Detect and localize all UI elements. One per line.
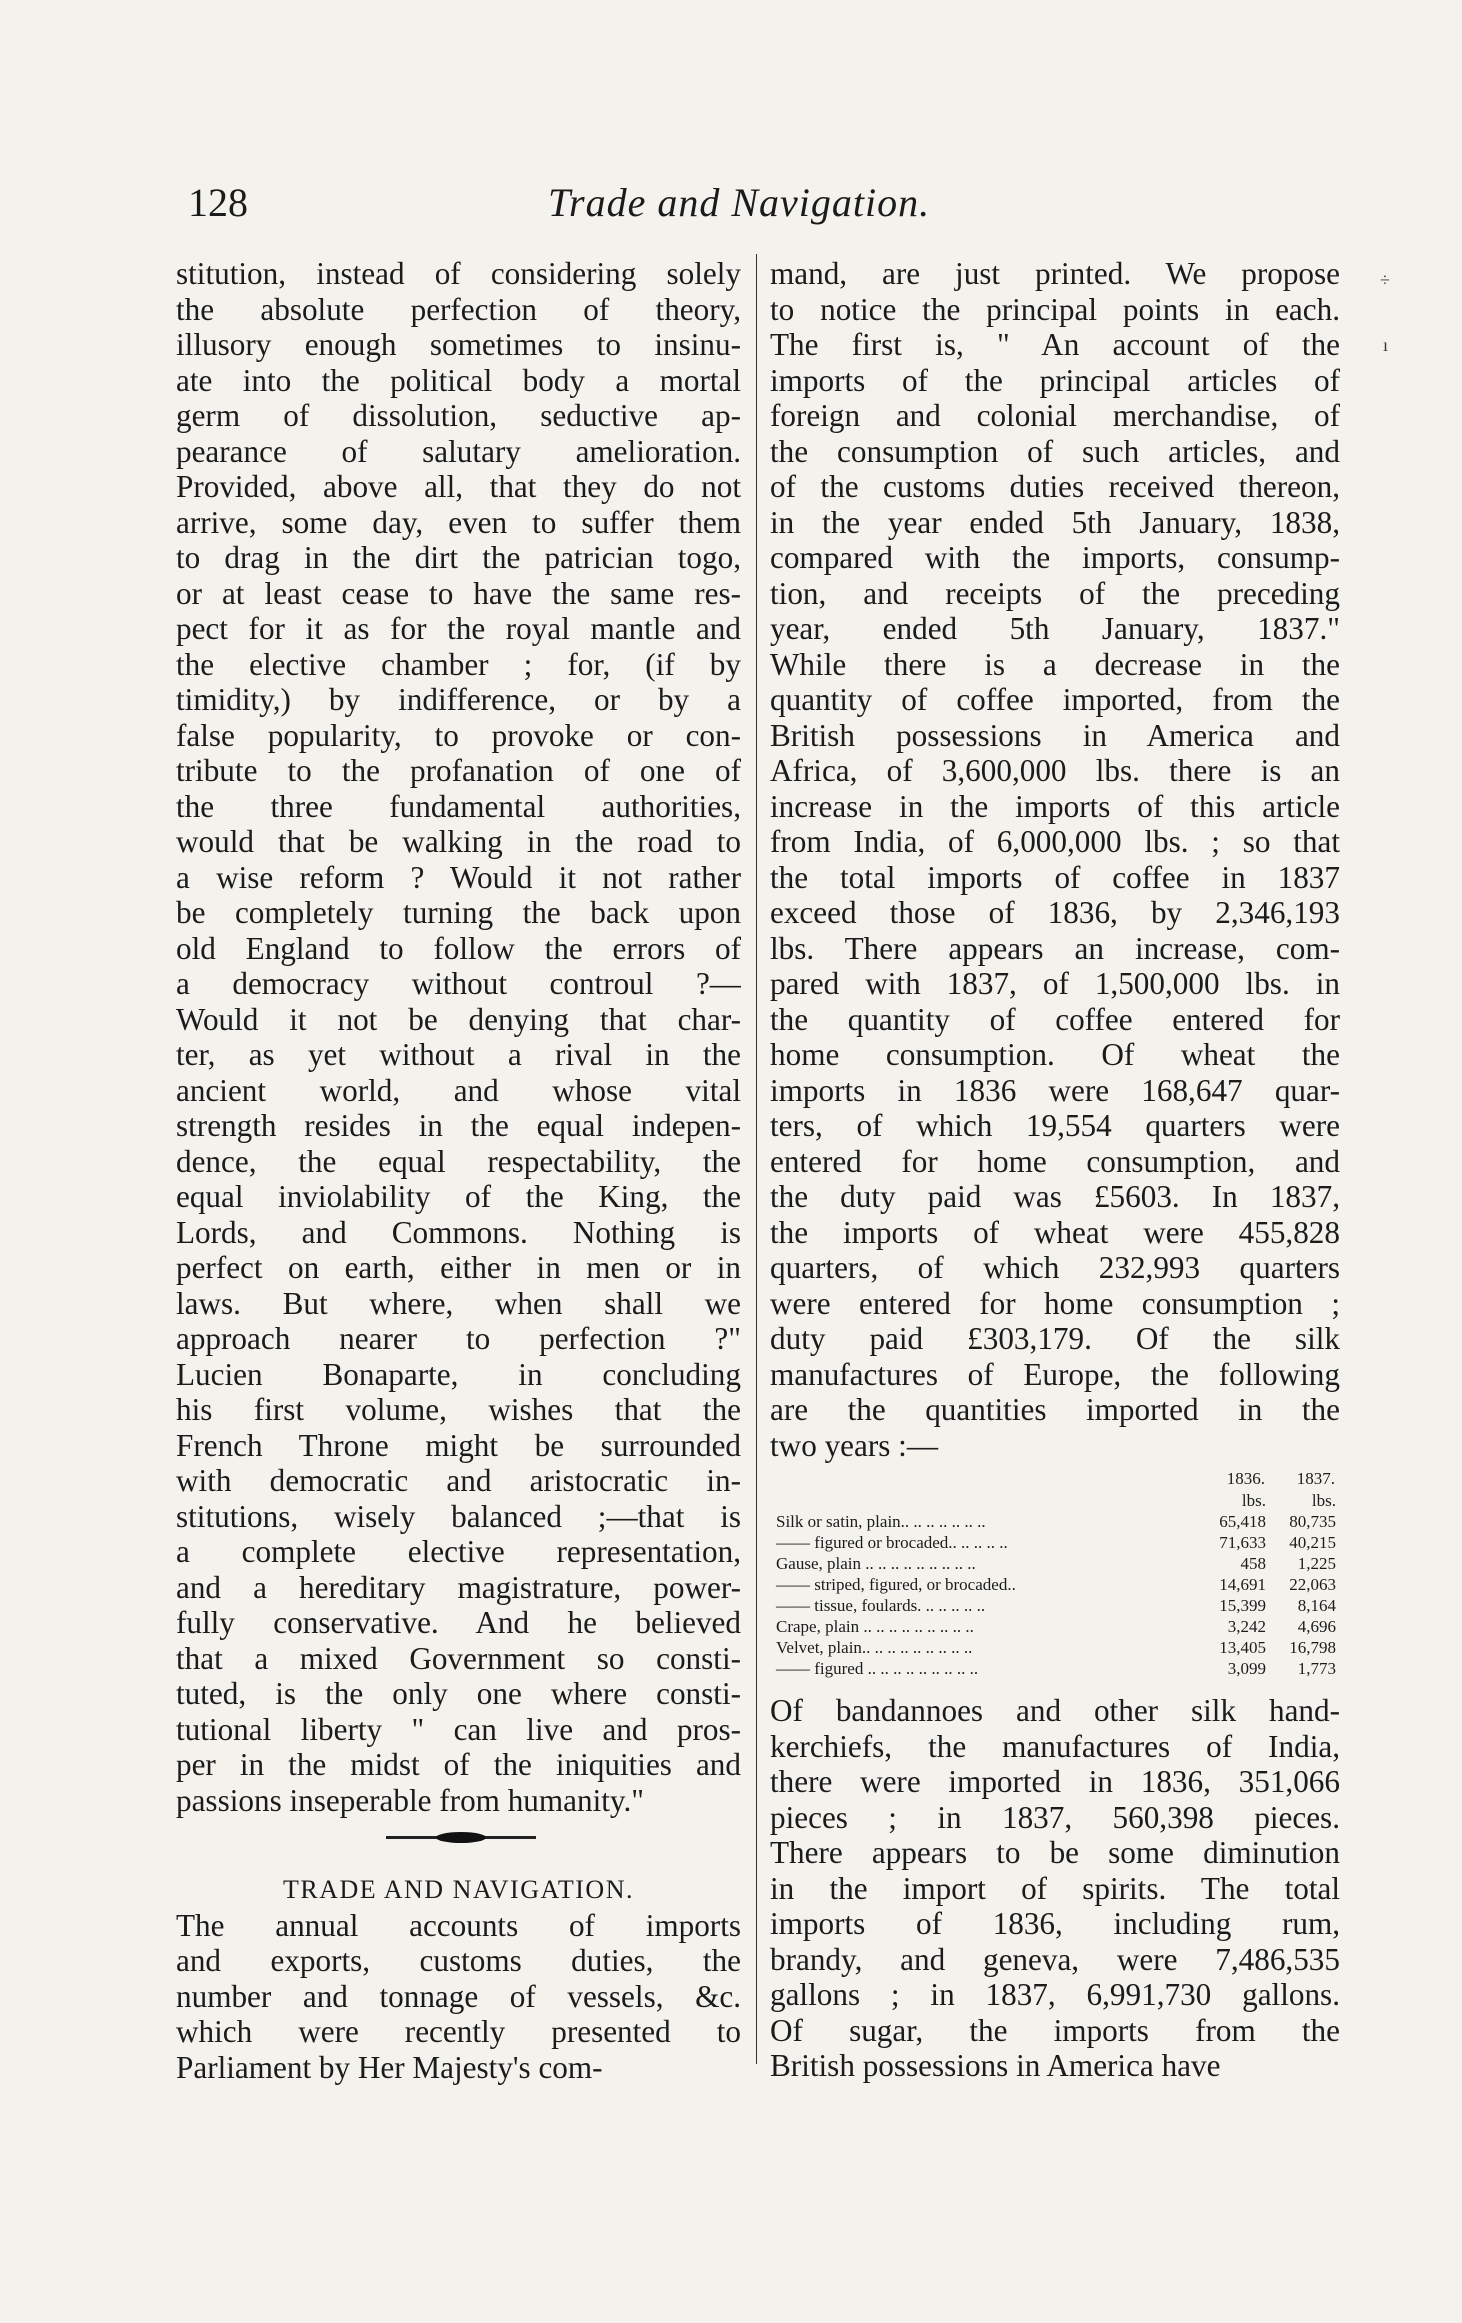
text-line: British possessions in America have	[770, 2048, 1221, 2083]
text-line: perfect on earth, either in men or in	[176, 1250, 741, 1285]
text-line: kerchiefs, the manufactures of India,	[770, 1728, 1340, 1764]
table-row	[776, 1616, 1336, 1637]
text-line: tuted, is the only one where consti-	[176, 1676, 741, 1711]
table-cell-1837: 16,798	[1289, 1638, 1336, 1657]
text-line: his first volume, wishes that the	[176, 1392, 741, 1427]
table-cell-1837: 8,164	[1297, 1596, 1336, 1615]
running-title: Trade and Navigation.	[548, 180, 931, 225]
section-ornament	[176, 1818, 741, 1862]
text-line: to drag in the dirt the patrician togo,	[176, 540, 741, 575]
text-line: The annual accounts of imports	[176, 1907, 741, 1943]
margin-mark: ÷	[1380, 270, 1390, 290]
text-line: Lucien Bonaparte, in concluding	[176, 1356, 741, 1392]
silk-table-body	[776, 1511, 1336, 1679]
left-column	[176, 256, 741, 2085]
text-line: gallons ; in 1837, 6,991,730 gallons.	[770, 1977, 1340, 2012]
text-line: French Throne might be surrounded	[176, 1427, 741, 1463]
text-line: Of sugar, the imports from the	[770, 2012, 1340, 2048]
left-text-block	[176, 256, 741, 1818]
table-units-row	[776, 1490, 1336, 1511]
text-line: exceed those of 1836, by 2,346,193	[770, 895, 1340, 930]
table-unit-1837: lbs.	[1311, 1491, 1336, 1510]
table-cell-1837: 1,773	[1297, 1659, 1336, 1678]
table-cell-1836: 3,099	[1227, 1659, 1266, 1678]
table-cell-1836: 3,242	[1227, 1617, 1266, 1636]
text-line: lbs. There appears an increase, com-	[770, 930, 1340, 966]
text-line: from India, of 6,000,000 lbs. ; so that	[770, 824, 1340, 859]
text-line: Provided, above all, that they do not	[176, 469, 741, 504]
text-line: Of bandannoes and other silk hand-	[770, 1693, 1340, 1728]
text-line: false popularity, to provoke or con-	[176, 717, 741, 753]
text-line: imports in 1836 were 168,647 quar-	[770, 1072, 1340, 1108]
text-line: Lords, and Commons. Nothing is	[176, 1214, 741, 1250]
text-line: quantity of coffee imported, from the	[770, 682, 1340, 717]
text-line: the elective chamber ; for, (if by	[176, 646, 741, 682]
text-line: and a hereditary magistrature, power-	[176, 1569, 741, 1605]
text-line: a democracy without controul ?—	[176, 966, 741, 1001]
table-cell-1837: 80,735	[1289, 1512, 1336, 1531]
table-row	[776, 1658, 1336, 1679]
text-line: passions inseperable from humanity."	[176, 1782, 645, 1818]
right-text-block	[770, 256, 1340, 1463]
text-line: number and tonnage of vessels, &c.	[176, 1978, 741, 2014]
text-line: While there is a decrease in the	[770, 646, 1340, 682]
table-cell-article: Velvet, plain.. .. .. .. .. .. .. .. ..	[776, 1638, 973, 1657]
table-cell-1836: 458	[1240, 1554, 1266, 1573]
table-cell-article: Gause, plain .. .. .. .. .. .. .. .. ..	[776, 1554, 976, 1573]
page-number: 128	[188, 180, 248, 225]
table-cell-1836: 14,691	[1219, 1575, 1266, 1594]
text-line: dence, the equal respectability, the	[176, 1143, 741, 1179]
text-line: pearance of salutary amelioration.	[176, 433, 741, 469]
text-line: stitution, instead of considering solely	[176, 256, 741, 291]
text-line: year, ended 5th January, 1837."	[770, 611, 1340, 646]
text-line: home consumption. Of wheat the	[770, 1037, 1340, 1072]
table-cell-1836: 65,418	[1219, 1512, 1266, 1531]
table-cell-1836: 71,633	[1219, 1533, 1266, 1552]
text-line: timidity,) by indifference, or by a	[176, 682, 741, 717]
text-line: with democratic and aristocratic in-	[176, 1463, 741, 1498]
text-line: that a mixed Government so consti-	[176, 1640, 741, 1676]
text-line: illusory enough sometimes to insinu-	[176, 327, 741, 362]
margin-mark: ı	[1383, 335, 1389, 355]
text-line: ters, of which 19,554 quarters were	[770, 1108, 1340, 1143]
table-cell-article: Crape, plain .. .. .. .. .. .. .. .. ..	[776, 1617, 974, 1636]
table-cell-1836: 15,399	[1219, 1596, 1266, 1615]
text-line: compared with the imports, consump-	[770, 540, 1340, 575]
text-line: the imports of wheat were 455,828	[770, 1214, 1340, 1250]
text-line: increase in the imports of this article	[770, 788, 1340, 824]
text-line: duty paid £303,179. Of the silk	[770, 1321, 1340, 1356]
text-line: the duty paid was £5603. In 1837,	[770, 1179, 1340, 1214]
text-line: tion, and receipts of the preceding	[770, 575, 1340, 611]
text-line: there were imported in 1836, 351,066	[770, 1764, 1340, 1799]
table-cell-1837: 1,225	[1297, 1554, 1336, 1573]
text-line: the quantity of coffee entered for	[770, 1001, 1340, 1037]
column-divider	[756, 254, 757, 2064]
table-row	[776, 1595, 1336, 1616]
text-line: the three fundamental authorities,	[176, 788, 741, 824]
text-line: imports of the principal articles of	[770, 362, 1340, 398]
table-row	[776, 1574, 1336, 1595]
left-text-block-continued	[176, 1908, 741, 2086]
text-line: in the import of spirits. The total	[770, 1870, 1340, 1906]
text-line: which were recently presented to	[176, 2014, 741, 2049]
text-line: arrive, some day, even to suffer them	[176, 504, 741, 540]
text-line: quarters, of which 232,993 quarters	[770, 1250, 1340, 1285]
text-line: fully conservative. And he believed	[176, 1605, 741, 1640]
text-line: tutional liberty " can live and pros-	[176, 1711, 741, 1747]
table-cell-1836: 13,405	[1219, 1638, 1266, 1657]
text-line: foreign and colonial merchandise, of	[770, 398, 1340, 433]
text-line: ancient world, and whose vital	[176, 1072, 741, 1108]
text-line: strength resides in the equal indepen-	[176, 1108, 741, 1143]
table-cell-article: Silk or satin, plain.. .. .. .. .. .. ..	[776, 1512, 986, 1531]
text-line: pared with 1837, of 1,500,000 lbs. in	[770, 966, 1340, 1001]
silk-imports-table	[776, 1467, 1336, 1679]
table-unit-1836: lbs.	[1241, 1491, 1266, 1510]
table-row	[776, 1637, 1336, 1658]
text-line: the consumption of such articles, and	[770, 433, 1340, 469]
text-line: were entered for home consumption ;	[770, 1285, 1340, 1321]
text-line: laws. But where, when shall we	[176, 1285, 741, 1321]
table-cell-1837: 40,215	[1289, 1533, 1336, 1552]
text-line: or at least cease to have the same res-	[176, 575, 741, 611]
table-header-1837: 1837.	[1296, 1469, 1335, 1488]
text-line: pect for it as for the royal mantle and	[176, 611, 741, 646]
text-line: old England to follow the errors of	[176, 930, 741, 966]
text-line: stitutions, wisely balanced ;—that is	[176, 1498, 741, 1534]
table-row	[776, 1511, 1336, 1532]
text-line: the total imports of coffee in 1837	[770, 859, 1340, 895]
text-line: be completely turning the back upon	[176, 895, 741, 930]
text-line: in the year ended 5th January, 1838,	[770, 504, 1340, 540]
text-line: There appears to be some diminution	[770, 1835, 1340, 1870]
text-line: to notice the principal points in each.	[770, 291, 1340, 327]
text-line: entered for home consumption, and	[770, 1143, 1340, 1179]
table-header-row	[776, 1467, 1336, 1490]
text-line: The first is, " An account of the	[770, 327, 1340, 362]
text-line: would that be walking in the road to	[176, 824, 741, 859]
table-cell-1837: 4,696	[1297, 1617, 1336, 1636]
text-line: British possessions in America and	[770, 717, 1340, 753]
section-heading: TRADE AND NAVIGATION.	[283, 1875, 634, 1904]
text-line: Would it not be denying that char-	[176, 1001, 741, 1037]
text-line: germ of dissolution, seductive ap-	[176, 398, 741, 433]
text-line: per in the midst of the iniquities and	[176, 1747, 741, 1782]
table-row	[776, 1553, 1336, 1574]
text-line: Parliament by Her Majesty's com-	[176, 2049, 603, 2085]
text-line: Africa, of 3,600,000 lbs. there is an	[770, 753, 1340, 788]
text-line: two years :—	[770, 1427, 939, 1463]
text-line: of the customs duties received thereon,	[770, 469, 1340, 504]
table-header-1836: 1836.	[1226, 1469, 1265, 1488]
text-line: equal inviolability of the King, the	[176, 1179, 741, 1214]
text-line: mand, are just printed. We propose	[770, 256, 1340, 291]
text-line: are the quantities imported in the	[770, 1392, 1340, 1427]
table-cell-1837: 22,063	[1289, 1575, 1336, 1594]
text-line: manufactures of Europe, the following	[770, 1356, 1340, 1392]
text-line: approach nearer to perfection ?"	[176, 1321, 741, 1356]
text-line: ter, as yet without a rival in the	[176, 1037, 741, 1072]
table-cell-article: —— figured .. .. .. .. .. .. .. .. ..	[776, 1659, 979, 1678]
text-line: pieces ; in 1837, 560,398 pieces.	[770, 1799, 1340, 1835]
right-column	[770, 256, 1340, 2084]
table-row	[776, 1532, 1336, 1553]
text-line: ate into the political body a mortal	[176, 362, 741, 398]
text-line: brandy, and geneva, were 7,486,535	[770, 1941, 1340, 1977]
text-line: and exports, customs duties, the	[176, 1943, 741, 1978]
table-cell-article: —— tissue, foulards. .. .. .. .. ..	[776, 1596, 986, 1615]
text-line: tribute to the profanation of one of	[176, 753, 741, 788]
text-line: imports of 1836, including rum,	[770, 1906, 1340, 1941]
table-cell-article: —— striped, figured, or brocaded..	[776, 1575, 1016, 1594]
text-line: a wise reform ? Would it not rather	[176, 859, 741, 895]
right-text-block-continued	[770, 1693, 1340, 2084]
ornament-swell	[436, 1832, 486, 1843]
table-cell-article: —— figured or brocaded.. .. .. .. ..	[776, 1533, 1008, 1552]
text-line: the absolute perfection of theory,	[176, 291, 741, 327]
text-line: a complete elective representation,	[176, 1534, 741, 1569]
page-header	[188, 178, 1248, 228]
